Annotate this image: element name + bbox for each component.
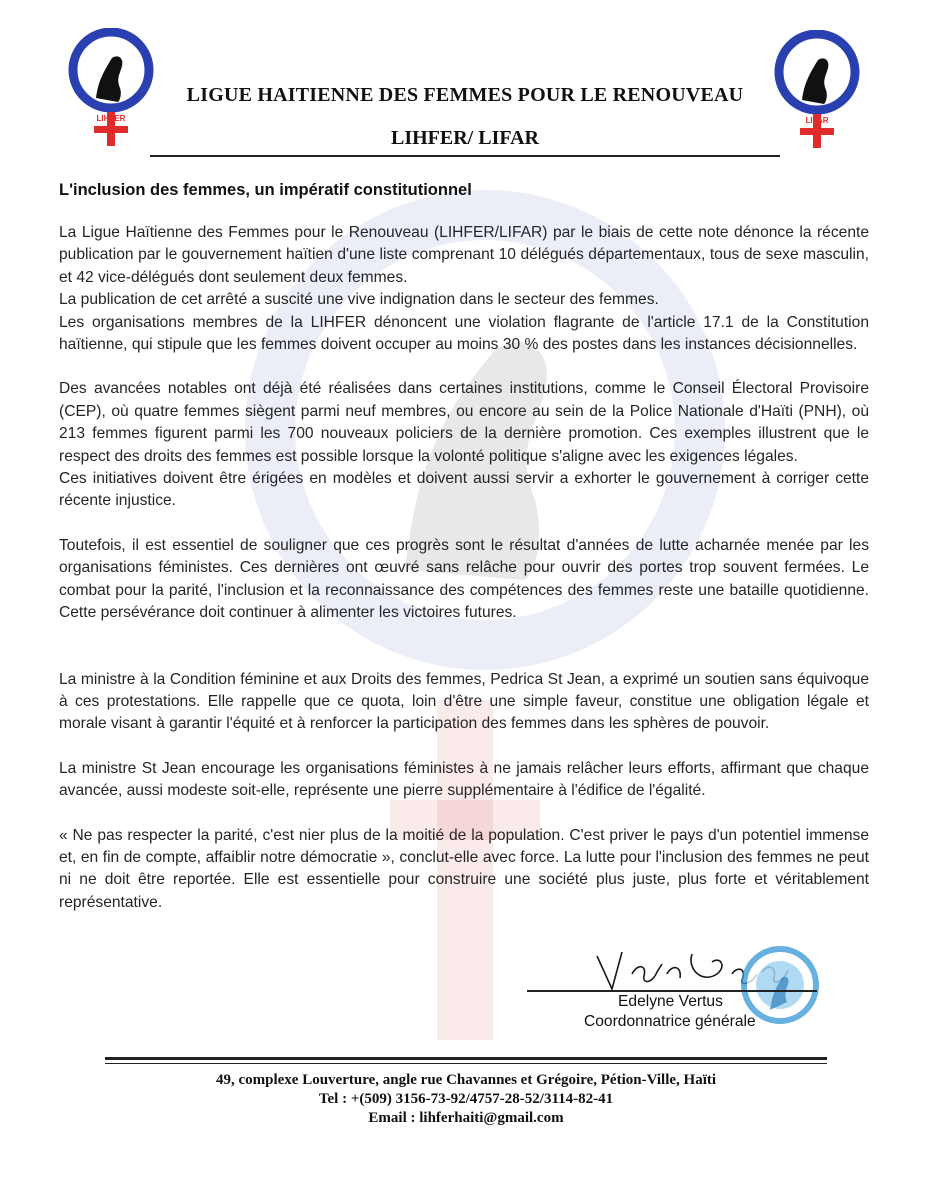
footer-email: Email : lihferhaiti@gmail.com [368, 1110, 564, 1126]
paragraph: La ministre à la Condition féminine et aux Droits des femmes, Pedrica St Jean, a exprimé un soutien sans équivoque à ces protestations. Elle rappelle que ce quota, loin d'être une simple faveur, constitue une obligation légale et morale visant à garantir l'équité et à renforcer la participation des femmes dans les sphères de pouvoir. [59, 670, 869, 733]
signature-line [527, 990, 817, 992]
signatory-role: Coordonnatrice générale [584, 1013, 756, 1030]
signatory-name: Edelyne Vertus [618, 993, 723, 1010]
footer-divider [105, 1057, 827, 1060]
organization-name: LIGUE HAITIENNE DES FEMMES POUR LE RENOUVEAU [186, 84, 744, 106]
paragraph: Les organisations membres de la LIHFER dénoncent une violation flagrante de l'article 17.1 de la Constitution haïtienne, qui stipule que les femmes doivent occuper au moins 30 % des postes dans les instances décisionnelles. [59, 313, 869, 354]
footer-address: 49, complexe Louverture, angle rue Chavannes et Grégoire, Pétion-Ville, Haïti [215, 1072, 717, 1088]
header-divider [150, 155, 780, 157]
logo-right-label: LIFAR [805, 116, 829, 125]
document-body [59, 222, 869, 914]
paragraph: La ministre St Jean encourage les organisations féministes à ne jamais relâcher leurs efforts, affirmant que chaque avancée, aussi modeste soit-elle, représente une pierre supplémentaire à l'édifice de l'égalité. [59, 759, 869, 800]
paragraph: La Ligue Haïtienne des Femmes pour le Renouveau (LIHFER/LIFAR) par le biais de cette note dénonce la récente publication par le gouvernement haïtien d'une liste comprenant 10 délégués départementaux, tous de sexe masculin, et 42 vice-délégués dont seulement deux femmes. [59, 224, 869, 286]
paragraph: La publication de cet arrêté a suscité une vive indignation dans le secteur des femmes. [59, 291, 659, 309]
paragraph: Ces initiatives doivent être érigées en modèles et doivent aussi servir a exhorter le gouvernement à corriger cette récente injustice. [59, 470, 869, 510]
footer-phone: Tel : +(509) 3156-73-92/4757-28-52/3114-82-41 [318, 1091, 614, 1107]
logo-left-label: LIHFER [96, 114, 126, 123]
document-title: L'inclusion des femmes, un impératif constitutionnel [59, 181, 472, 199]
organization-acronym: LIHFER/ LIFAR [391, 127, 539, 149]
footer-divider-thin [105, 1063, 827, 1064]
lifar-logo-icon [772, 30, 862, 150]
paragraph: « Ne pas respecter la parité, c'est nier plus de la moitié de la population. C'est priver le pays d'un potentiel immense et, en fin de compte, affaiblir notre démocratie », conclut-elle avec force. La lutte pour l'inclusion des femmes ne peut ni ne doit être reportée. Elle est essentielle pour construire une société plus juste, plus forte et véritablement représentative. [59, 826, 869, 911]
lihfer-logo-icon [66, 28, 156, 148]
paragraph: Des avancées notables ont déjà été réalisées dans certaines institutions, comme le Conseil Électoral Provisoire (CEP), où quatre femmes siègent parmi neuf membres, ou encore au sein de la Police Nationale d'Haïti (PNH), où 213 femmes figurent parmi les 700 nouveaux policiers de la dernière promotion. Ces exemples illustrent que le respect des droits des femmes est possible lorsque la volonté politique s'aligne avec les exigences légales. [59, 380, 869, 465]
paragraph: Toutefois, il est essentiel de souligner que ces progrès sont le résultat d'années de lutte acharnée menée par les organisations féministes. Ces dernières ont œuvré sans relâche pour ouvrir des portes trop souvent fermées. Le combat pour la parité, l'inclusion et la reconnaissance des compétences des femmes reste une bataille quotidienne. Cette persévérance doit continuer à alimenter les victoires futures. [59, 536, 869, 622]
